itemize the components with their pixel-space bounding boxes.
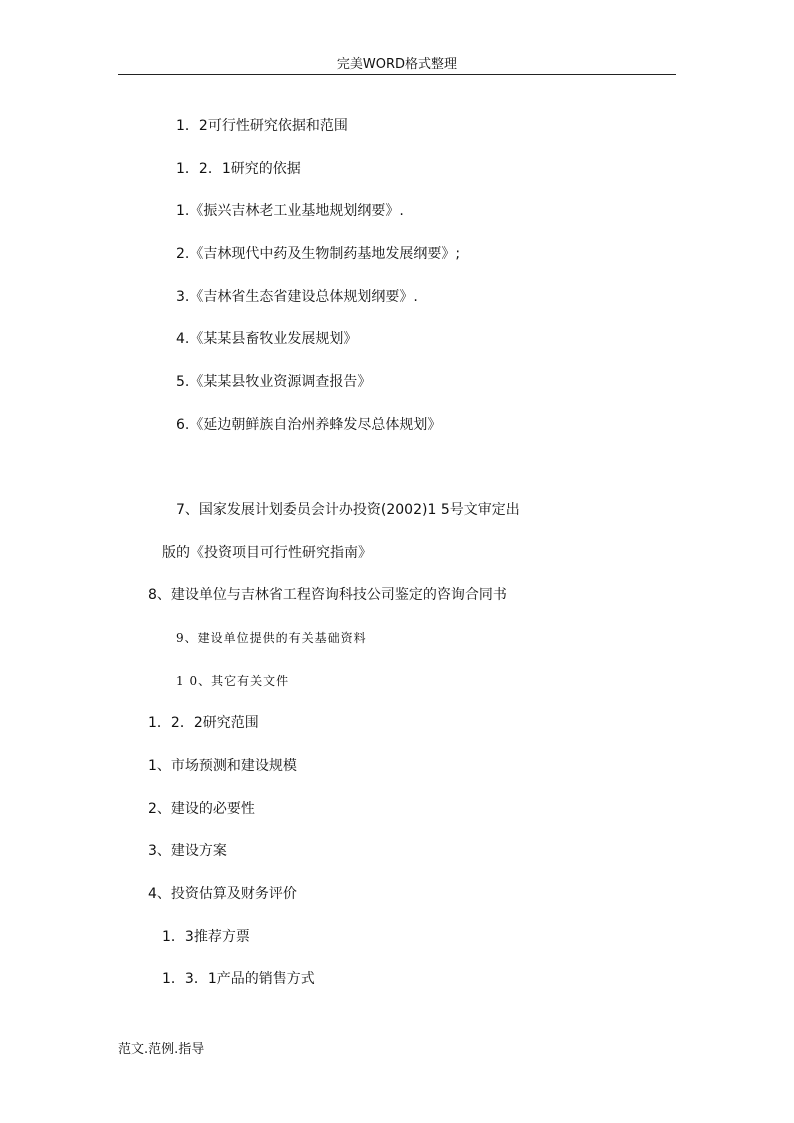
list-item: 3.《吉林省生态省建设总体规划纲要》. [176, 289, 418, 305]
page-header: 完美WORD格式整理 [336, 57, 458, 72]
list-item: 5.《某某县牧业资源调查报告》 [176, 374, 372, 390]
list-item: 6.《延边朝鲜族自治州养蜂发尽总体规划》 [176, 417, 442, 433]
list-item: 1、市场预测和建设规模 [148, 758, 297, 774]
section-heading: 1．3推荐方票 [162, 929, 250, 945]
list-item: 1.《振兴吉林老工业基地规划纲要》. [176, 203, 404, 219]
header-rule [118, 74, 676, 75]
list-item: 2.《吉林现代中药及生物制药基地发展纲要》; [176, 246, 461, 262]
subsection-heading: 1．3．1产品的销售方式 [162, 971, 315, 987]
subsection-heading: 1．2．2研究范围 [148, 715, 259, 731]
list-item: 3、建设方案 [148, 843, 227, 859]
list-item: 8、建设单位与吉林省工程咨询科技公司鉴定的咨询合同书 [148, 587, 507, 603]
list-item: 4、投资估算及财务评价 [148, 886, 297, 902]
list-item: 9、建设单位提供的有关基础资料 [176, 631, 367, 645]
list-item: 4.《某某县畜牧业发展规划》 [176, 331, 358, 347]
list-item-continuation: 版的《投资项目可行性研究指南》 [162, 545, 372, 561]
list-item: 7、国家发展计划委员会计办投资(2002)1 5号文审定出 [176, 502, 520, 518]
section-heading: 1．2可行性研究依据和范围 [176, 118, 348, 134]
list-item: 2、建设的必要性 [148, 801, 255, 817]
page-footer: 范文.范例.指导 [118, 1042, 205, 1057]
subsection-heading: 1．2．1研究的依据 [176, 161, 301, 177]
list-item: 1 0、其它有关文件 [176, 674, 290, 688]
